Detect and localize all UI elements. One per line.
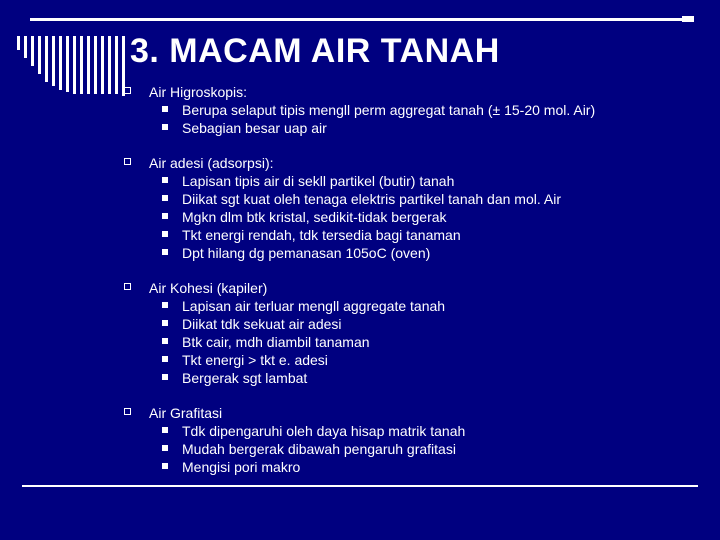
list-item-text: Tkt energi rendah, tdk tersedia bagi tanaman <box>182 227 461 243</box>
list-item-text: Mudah bergerak dibawah pengaruh grafitasi <box>182 441 456 457</box>
square-bullet-icon <box>162 124 168 130</box>
list-item-text: Mengisi pori makro <box>182 459 301 475</box>
hollow-square-bullet-icon <box>124 408 131 415</box>
square-bullet-icon <box>162 374 168 380</box>
square-bullet-icon <box>162 231 168 237</box>
square-bullet-icon <box>162 213 168 219</box>
section-heading-text: Air adesi (adsorpsi): <box>149 155 274 171</box>
square-bullet-icon <box>162 320 168 326</box>
decor-bar <box>66 36 69 92</box>
top-rule-end <box>682 16 694 22</box>
list-item-text: Tkt energi > tkt e. adesi <box>182 352 328 368</box>
top-rule <box>30 18 694 21</box>
square-bullet-icon <box>162 338 168 344</box>
decor-bar <box>24 36 27 58</box>
hollow-square-bullet-icon <box>124 158 131 165</box>
square-bullet-icon <box>162 177 168 183</box>
decor-bar <box>52 36 55 86</box>
slide-title: 3. MACAM AIR TANAH <box>130 32 500 70</box>
hollow-square-bullet-icon <box>124 87 131 94</box>
decor-bar <box>59 36 62 90</box>
list-item-text: Diikat tdk sekuat air adesi <box>182 316 342 332</box>
decor-bar <box>108 36 111 94</box>
decor-bar <box>73 36 76 94</box>
decor-bar <box>94 36 97 94</box>
square-bullet-icon <box>162 427 168 433</box>
section-heading-text: Air Grafitasi <box>149 405 223 421</box>
list-item-text: Tdk dipengaruhi oleh daya hisap matrik tanah <box>182 423 466 439</box>
list-item-text: Lapisan air terluar mengll aggregate tanah <box>182 298 446 314</box>
decor-bar <box>87 36 90 94</box>
decor-bar <box>31 36 34 66</box>
list-item-text: Dpt hilang dg pemanasan 105oC (oven) <box>182 245 431 261</box>
square-bullet-icon <box>162 195 168 201</box>
decor-bar <box>101 36 104 94</box>
section-heading-text: Air Kohesi (kapiler) <box>149 280 268 296</box>
hollow-square-bullet-icon <box>124 283 131 290</box>
decor-bar <box>38 36 41 74</box>
list-item-text: Diikat sgt kuat oleh tenaga elektris partikel tanah dan mol. Air <box>182 191 561 207</box>
decor-bar <box>17 36 20 50</box>
list-item-text: Sebagian besar uap air <box>182 120 327 136</box>
list-item-text: Mgkn dlm btk kristal, sedikit-tidak bergerak <box>182 209 447 225</box>
list-item-text: Btk cair, mdh diambil tanaman <box>182 334 370 350</box>
square-bullet-icon <box>162 463 168 469</box>
bottom-rule <box>22 485 698 487</box>
decorative-bars <box>17 36 129 96</box>
square-bullet-icon <box>162 302 168 308</box>
square-bullet-icon <box>162 445 168 451</box>
list-item-text: Berupa selaput tipis mengll perm aggregat tanah (± 15-20 mol. Air) <box>182 102 596 118</box>
decor-bar <box>45 36 48 82</box>
decor-bar <box>115 36 118 94</box>
square-bullet-icon <box>162 249 168 255</box>
square-bullet-icon <box>162 356 168 362</box>
square-bullet-icon <box>162 106 168 112</box>
list-item-text: Bergerak sgt lambat <box>182 370 308 386</box>
list-item-text: Lapisan tipis air di sekll partikel (butir) tanah <box>182 173 455 189</box>
decor-bar <box>80 36 83 94</box>
section-heading-text: Air Higroskopis: <box>149 84 248 100</box>
